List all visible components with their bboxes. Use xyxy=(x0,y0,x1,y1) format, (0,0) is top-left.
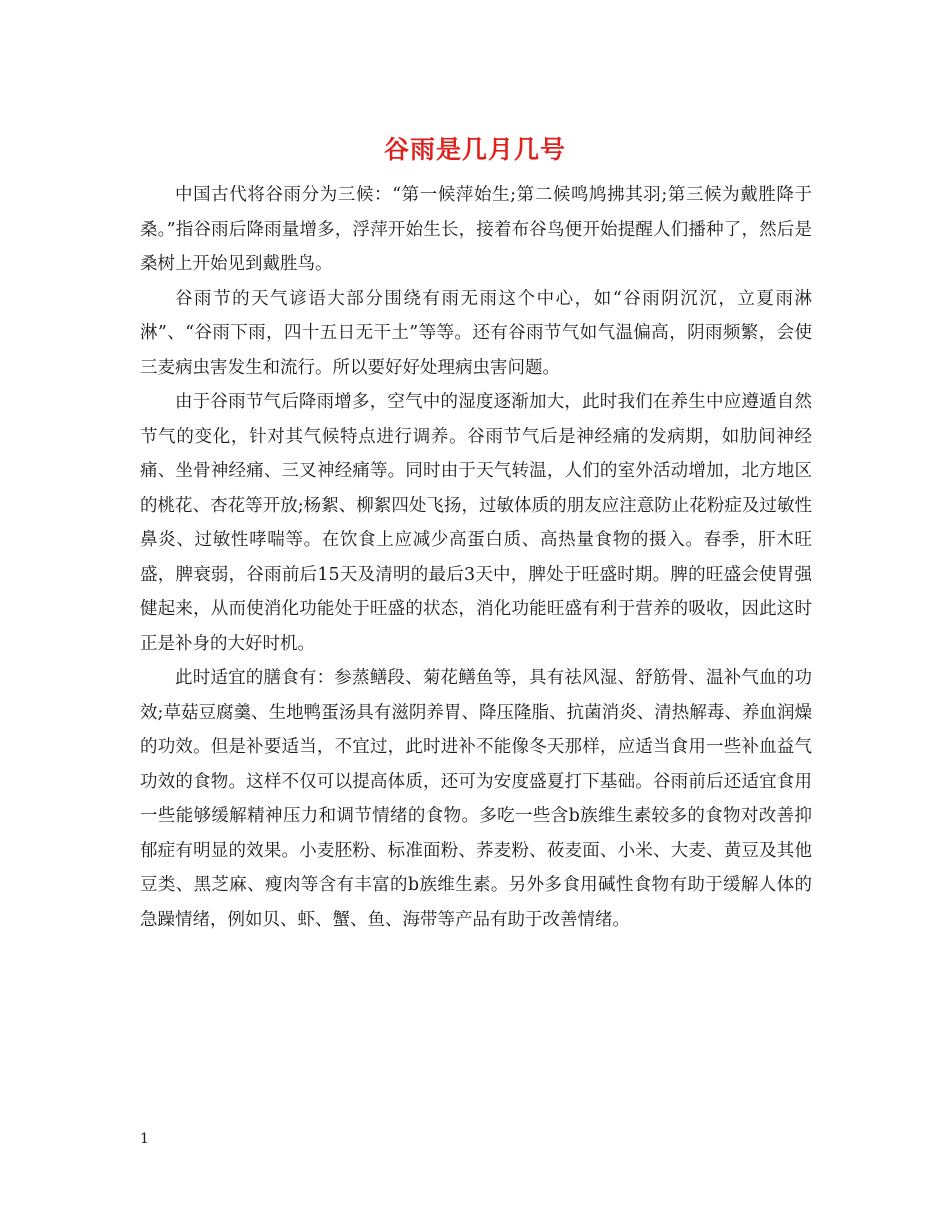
document-title: 谷雨是几月几号 xyxy=(383,135,566,164)
paragraph-2: 谷雨节的天气谚语大部分围绕有雨无雨这个中心，如“谷雨阴沉沉，立夏雨淋淋”、“谷雨下雨，四十五日无干土”等等。还有谷雨节气如气温偏高，阴雨频繁，会使三麦病虫害发生和流行。所以要好好处理病虫害问题。 xyxy=(140,288,812,378)
paragraph-1: 中国古代将谷雨分为三候：“第一候萍始生;第二候鸣鸠拂其羽;第三候为戴胜降于桑。”指谷雨后降雨量增多，浮萍开始生长，接着布谷鸟便开始提醒人们播种了，然后是桑树上开始见到戴胜鸟。 xyxy=(140,185,812,274)
document-body xyxy=(140,178,812,937)
paragraph-4: 此时适宜的膳食有：参蒸鳝段、菊花鳝鱼等，具有祛风湿、舒筋骨、温补气血的功效;草菇豆腐羹、生地鸭蛋汤具有滋阴养胃、降压隆脂、抗菌消炎、清热解毒、养血润燥的功效。但是补要适当，不宜过，此时进补不能像冬天那样，应适当食用一些补血益气功效的食物。这样不仅可以提高体质，还可为安度盛夏打下基础。谷雨前后还适宜食用一些能够缓解精神压力和调节情绪的食物。多吃一些含b族维生素较多的食物对改善抑郁症有明显的效果。小麦胚粉、标准面粉、荞麦粉、莜麦面、小米、大麦、黄豆及其他豆类、黑芝麻、瘦肉等含有丰富的b族维生素。另外多食用碱性食物有助于缓解人体的急躁情绪，例如贝、虾、蟹、鱼、海带等产品有助于改善情绪。 xyxy=(140,668,812,930)
paragraph-3: 由于谷雨节气后降雨增多，空气中的湿度逐渐加大，此时我们在养生中应遵遁自然节气的变化，针对其气候特点进行调养。谷雨节气后是神经痛的发病期，如肋间神经痛、坐骨神经痛、三叉神经痛等。同时由于天气转温，人们的室外活动增加，北方地区的桃花、杏花等开放;杨絮、柳絮四处飞扬，过敏体质的朋友应注意防止花粉症及过敏性鼻炎、过敏性哮喘等。在饮食上应减少高蛋白质、高热量食物的摄入。春季，肝木旺盛，脾衰弱，谷雨前后15天及清明的最后3天中，脾处于旺盛时期。脾的旺盛会使胃强健起来，从而使消化功能处于旺盛的状态，消化功能旺盛有利于营养的吸收，因此这时正是补身的大好时机。 xyxy=(140,392,812,654)
page-number: 1 xyxy=(140,1131,149,1147)
